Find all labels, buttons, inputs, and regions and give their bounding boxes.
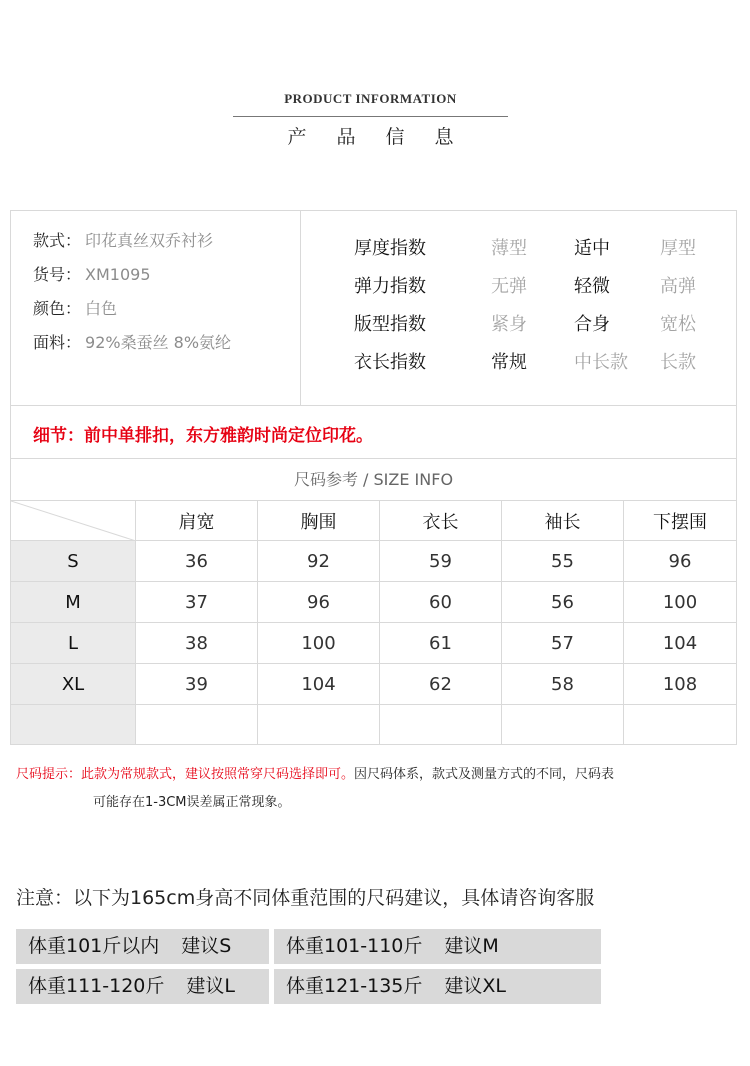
size-value: 92 xyxy=(258,541,380,582)
empty-cell xyxy=(624,705,736,744)
size-label: L xyxy=(11,623,136,664)
size-value: 60 xyxy=(380,582,502,623)
size-value: 96 xyxy=(624,541,736,582)
row-divider xyxy=(11,458,736,459)
weight-suggest: 建议L xyxy=(186,975,235,997)
weight-suggestion xyxy=(274,929,601,964)
size-tip-black: 因尺码体系，款式及测量方式的不同，尺码表 xyxy=(354,767,615,782)
index-label: 厚度指数 xyxy=(354,238,426,259)
header-title-cn: 产品信息 xyxy=(287,126,484,148)
size-value: 37 xyxy=(136,582,258,623)
column-header: 袖长 xyxy=(502,501,624,541)
spec-item-no xyxy=(33,265,151,285)
size-value: 36 xyxy=(136,541,258,582)
index-label: 弹力指数 xyxy=(354,276,426,297)
size-label: XL xyxy=(11,664,136,705)
empty-cell xyxy=(136,705,258,744)
weight-note: 注意：以下为165cm身高不同体重范围的尺码建议，具体请咨询客服 xyxy=(16,887,595,909)
spec-key: 面料： xyxy=(33,333,82,352)
row-divider xyxy=(11,405,736,406)
product-info-box xyxy=(10,210,737,745)
index-option: 适中 xyxy=(574,238,610,259)
spec-key: 款式： xyxy=(33,231,82,250)
index-option: 长款 xyxy=(660,352,696,373)
spec-style xyxy=(33,231,213,251)
size-tip xyxy=(16,761,736,817)
index-label: 版型指数 xyxy=(354,314,426,335)
weight-range: 体重101-110斤 xyxy=(286,935,423,957)
weight-suggest: 建议M xyxy=(444,935,499,957)
size-value: 61 xyxy=(380,623,502,664)
size-value: 57 xyxy=(502,623,624,664)
index-option: 中长款 xyxy=(574,352,628,373)
spec-key: 颜色： xyxy=(33,299,82,318)
size-tip-red: 尺码提示：此款为常规款式，建议按照常穿尺码选择即可。 xyxy=(16,767,355,782)
size-label: S xyxy=(11,541,136,582)
weight-range: 体重111-120斤 xyxy=(28,975,165,997)
weight-suggestion xyxy=(16,969,269,1004)
weight-suggest: 建议S xyxy=(181,935,232,957)
size-tip-line2: 可能存在1-3CM误差属正常现象。 xyxy=(93,795,291,810)
size-value: 104 xyxy=(624,623,736,664)
spec-value: 印花真丝双乔衬衫 xyxy=(85,231,214,250)
spec-color xyxy=(33,299,117,319)
size-value: 96 xyxy=(258,582,380,623)
weight-range: 体重101斤以内 xyxy=(28,935,160,957)
size-table-title: 尺码参考 / SIZE INFO xyxy=(293,470,454,489)
empty-cell xyxy=(11,705,136,744)
weight-suggestion xyxy=(16,929,269,964)
empty-cell xyxy=(502,705,624,744)
spec-fabric xyxy=(33,333,231,353)
corner-diagonal xyxy=(11,501,136,541)
header-title-en: PRODUCT INFORMATION xyxy=(284,91,457,106)
size-value: 100 xyxy=(624,582,736,623)
index-option: 轻微 xyxy=(574,276,610,297)
spec-value: 92%桑蚕丝 8%氨纶 xyxy=(85,333,232,352)
size-value: 58 xyxy=(502,664,624,705)
size-value: 104 xyxy=(258,664,380,705)
size-value: 108 xyxy=(624,664,736,705)
index-option: 厚型 xyxy=(660,238,696,259)
index-option: 合身 xyxy=(574,314,610,335)
column-header: 衣长 xyxy=(380,501,502,541)
weight-suggest: 建议XL xyxy=(444,975,506,997)
index-option: 宽松 xyxy=(660,314,696,335)
size-table xyxy=(11,501,736,744)
spec-key: 货号： xyxy=(33,265,82,284)
index-option: 高弹 xyxy=(660,276,696,297)
size-value: 100 xyxy=(258,623,380,664)
index-label: 衣长指数 xyxy=(354,352,426,373)
column-header: 下摆围 xyxy=(624,501,736,541)
size-value: 56 xyxy=(502,582,624,623)
weight-range: 体重121-135斤 xyxy=(286,975,423,997)
column-divider xyxy=(300,211,301,405)
size-value: 55 xyxy=(502,541,624,582)
spec-value: XM1095 xyxy=(85,265,151,284)
header-divider xyxy=(233,116,508,117)
spec-value: 白色 xyxy=(85,299,118,318)
index-option: 常规 xyxy=(491,352,527,373)
column-header: 胸围 xyxy=(258,501,380,541)
index-option: 薄型 xyxy=(491,238,527,259)
size-value: 59 xyxy=(380,541,502,582)
index-option: 无弹 xyxy=(491,276,527,297)
size-label: M xyxy=(11,582,136,623)
empty-cell xyxy=(258,705,380,744)
weight-suggestion xyxy=(274,969,601,1004)
index-option: 紧身 xyxy=(491,314,527,335)
size-value: 62 xyxy=(380,664,502,705)
size-value: 38 xyxy=(136,623,258,664)
detail-text: 细节：前中单排扣，东方雅韵时尚定位印花。 xyxy=(33,426,373,446)
size-value: 39 xyxy=(136,664,258,705)
column-header: 肩宽 xyxy=(136,501,258,541)
empty-cell xyxy=(380,705,502,744)
